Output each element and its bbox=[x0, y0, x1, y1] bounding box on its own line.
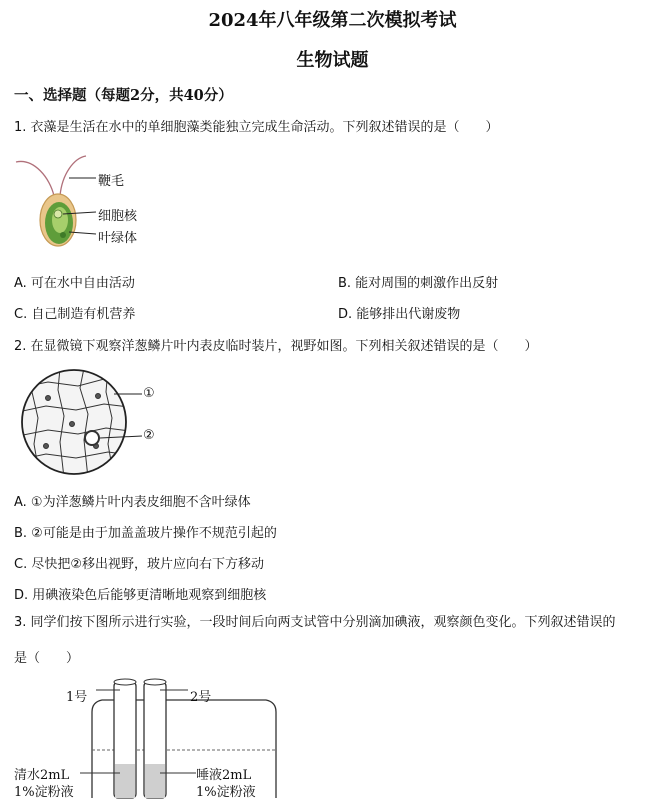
question-1-stem: 1. 衣藻是生活在水中的单细胞藻类能独立完成生命活动。下列叙述错误的是（ ） bbox=[14, 120, 499, 135]
q1-option-a[interactable]: A. 可在水中自由活动 bbox=[14, 276, 135, 291]
label-circle-1: ① bbox=[143, 386, 155, 401]
q1-option-b[interactable]: B. 能对周围的刺激作出反射 bbox=[338, 276, 499, 291]
q2-option-d[interactable]: D. 用碘液染色后能够更清晰地观察到细胞核 bbox=[14, 588, 267, 603]
label-flagellum: 鞭毛 bbox=[98, 174, 125, 189]
label-tube-2: 2号 bbox=[190, 690, 212, 705]
label-tube-1: 1号 bbox=[66, 690, 88, 705]
exam-subtitle: 生物试题 bbox=[296, 50, 369, 71]
label-circle-2: ② bbox=[143, 428, 155, 443]
q1-option-c[interactable]: C. 自己制造有机营养 bbox=[14, 307, 136, 322]
q2-option-b[interactable]: B. ②可能是由于加盖盖玻片操作不规范引起的 bbox=[14, 526, 277, 541]
label-right-starch: 1%淀粉液 bbox=[196, 785, 256, 800]
label-nucleus: 细胞核 bbox=[98, 209, 138, 224]
question-2-stem: 2. 在显微镜下观察洋葱鳞片叶内表皮临时装片，视野如图。下列相关叙述错误的是（ ） bbox=[14, 339, 538, 354]
q2-option-c[interactable]: C. 尽快把②移出视野，玻片应向右下方移动 bbox=[14, 557, 264, 572]
question-3-stem-line1: 3. 同学们按下图所示进行实验，一段时间后向两支试管中分别滴加碘液，观察颜色变化。下列叙述错误的 bbox=[14, 615, 616, 630]
label-chloroplast: 叶绿体 bbox=[98, 231, 138, 246]
question-3-stem-line2: 是（ ） bbox=[14, 651, 80, 666]
label-left-starch: 1%淀粉液 bbox=[14, 785, 74, 800]
label-left-water: 清水2mL bbox=[14, 768, 70, 783]
section-heading: 一、选择题（每题2分，共40分） bbox=[14, 87, 233, 104]
exam-title: 2024年八年级第二次模拟考试 bbox=[208, 10, 457, 31]
label-right-saliva: 唾液2mL bbox=[196, 768, 252, 783]
q2-option-a[interactable]: A. ①为洋葱鳞片叶内表皮细胞不含叶绿体 bbox=[14, 495, 251, 510]
q1-option-d[interactable]: D. 能够排出代谢废物 bbox=[338, 307, 461, 322]
